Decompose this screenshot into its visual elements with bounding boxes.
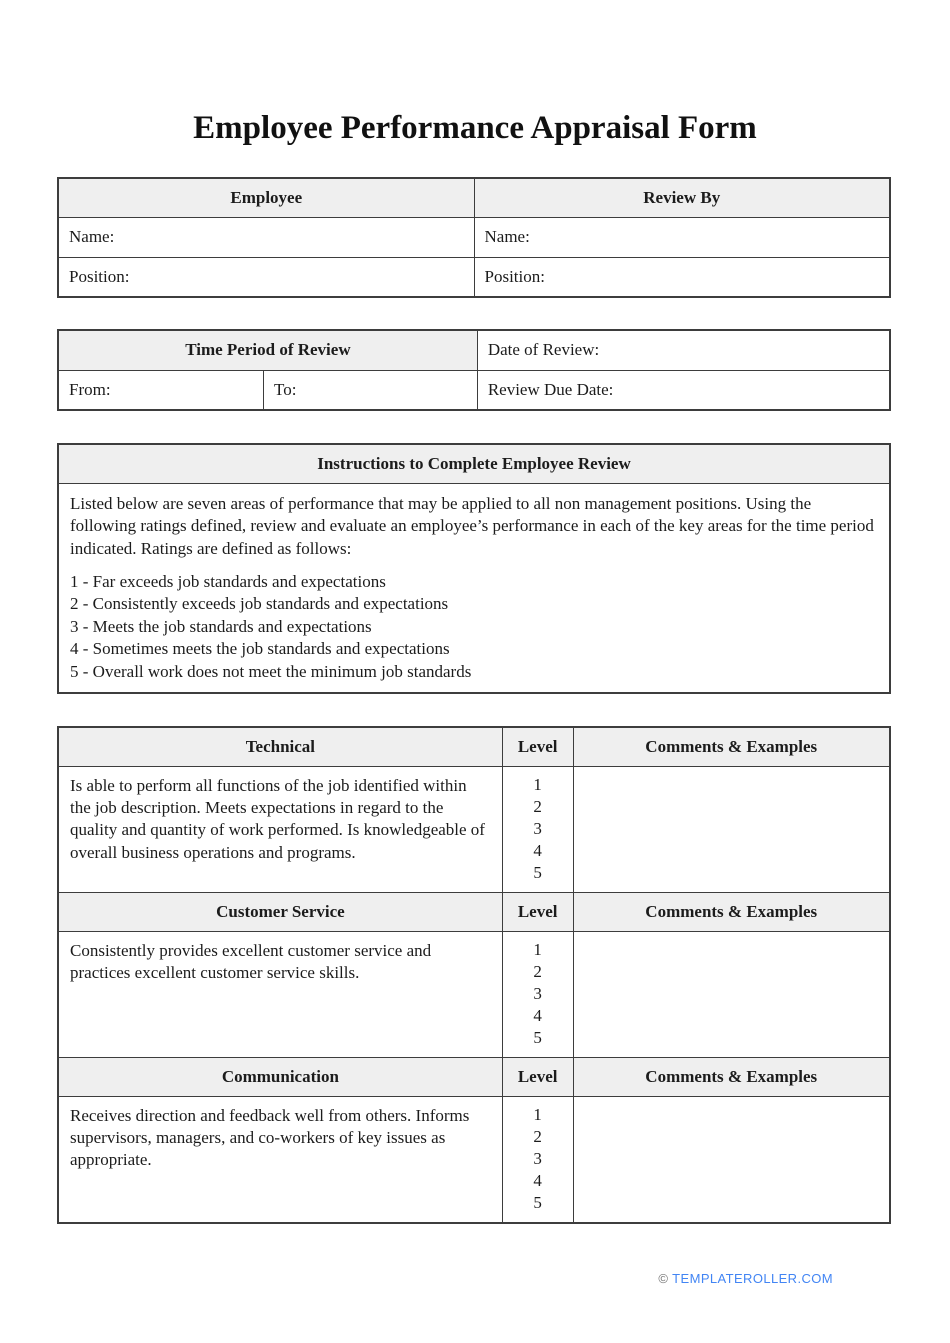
date-of-review-field: Date of Review: xyxy=(477,330,890,370)
instructions-paragraph: Listed below are seven areas of performance that may be applied to all non management positions. Using the following ratings defined, review and evaluate an employee’s performance in each of the key areas for the time period indicated. Ratings are defined as follows: xyxy=(70,493,874,558)
review-by-column-header: Review By xyxy=(474,178,890,217)
templateroller-link[interactable]: TEMPLATEROLLER.COM xyxy=(672,1270,833,1286)
communication-level-options xyxy=(502,1096,573,1223)
technical-comments-cell xyxy=(573,766,890,892)
level-column-header: Level xyxy=(502,727,573,766)
instructions-body xyxy=(58,483,890,693)
comments-column-header: Comments & Examples xyxy=(573,892,890,931)
table-row xyxy=(58,217,890,257)
level-option: 3 xyxy=(533,818,542,838)
level-option: 1 xyxy=(533,774,542,794)
rating-definition: 4 - Sometimes meets the job standards and expectations xyxy=(70,639,450,659)
comments-column-header: Comments & Examples xyxy=(573,727,890,766)
rating-definition: 1 - Far exceeds job standards and expectations xyxy=(70,572,386,591)
employee-reviewer-table xyxy=(57,177,891,298)
employee-name-field: Name: xyxy=(58,217,474,257)
level-option: 3 xyxy=(533,1148,542,1168)
instructions-table xyxy=(57,443,891,694)
table-row xyxy=(58,727,890,766)
table-row xyxy=(58,178,890,217)
level-option: 4 xyxy=(533,841,542,861)
communication-section-header: Communication xyxy=(58,1057,502,1096)
table-row xyxy=(58,444,890,483)
time-period-table xyxy=(57,329,891,411)
communication-description: Receives direction and feedback well from others. Informs supervisors, managers, and co-workers of key issues as appropriate. xyxy=(58,1096,502,1223)
customer-service-description: Consistently provides excellent customer service and practices excellent customer service skills. xyxy=(58,931,502,1057)
level-option: 2 xyxy=(533,796,542,816)
level-column-header: Level xyxy=(502,892,573,931)
level-option: 1 xyxy=(533,939,542,959)
table-row xyxy=(58,330,890,370)
level-option: 4 xyxy=(533,1006,542,1026)
level-option: 2 xyxy=(533,1126,542,1146)
technical-level-options xyxy=(502,766,573,892)
reviewer-name-field: Name: xyxy=(474,217,890,257)
level-column-header: Level xyxy=(502,1057,573,1096)
communication-comments-cell xyxy=(573,1096,890,1223)
level-option: 1 xyxy=(533,1104,542,1124)
table-row xyxy=(58,257,890,297)
page-footer xyxy=(0,1271,833,1286)
table-row xyxy=(58,1096,890,1223)
level-option: 5 xyxy=(533,1028,542,1048)
table-row xyxy=(58,483,890,693)
from-date-field: From: xyxy=(58,370,264,410)
rating-definition: 3 - Meets the job standards and expectations xyxy=(70,616,372,636)
table-row xyxy=(58,931,890,1057)
table-row xyxy=(58,370,890,410)
review-due-date-field: Review Due Date: xyxy=(477,370,890,410)
rating-definition: 2 - Consistently exceeds job standards and expectations xyxy=(70,594,449,614)
table-row xyxy=(58,1057,890,1096)
employee-position-field: Position: xyxy=(58,257,474,297)
time-period-header: Time Period of Review xyxy=(58,330,477,370)
technical-description: Is able to perform all functions of the job identified within the job description. Meets expectations in regard to the quality and quantity of work performed. Is knowledgeable of overall business operations and programs. xyxy=(58,766,502,892)
level-option: 4 xyxy=(533,1171,542,1191)
to-date-field: To: xyxy=(264,370,478,410)
ratings-list xyxy=(70,571,878,683)
page-title: Employee Performance Appraisal Form xyxy=(193,110,757,146)
level-option: 5 xyxy=(533,1193,542,1213)
customer-service-comments-cell xyxy=(573,931,890,1057)
reviewer-position-field: Position: xyxy=(474,257,890,297)
level-option: 2 xyxy=(533,961,542,981)
technical-section-header: Technical xyxy=(58,727,502,766)
level-option: 3 xyxy=(533,983,542,1003)
table-row xyxy=(58,892,890,931)
comments-column-header: Comments & Examples xyxy=(573,1057,890,1096)
instructions-header: Instructions to Complete Employee Review xyxy=(58,444,890,483)
customer-service-level-options xyxy=(502,931,573,1057)
table-row xyxy=(58,766,890,892)
level-option: 5 xyxy=(533,863,542,883)
copyright-symbol: © xyxy=(658,1270,669,1286)
rating-definition: 5 - Overall work does not meet the minimum job standards xyxy=(70,661,472,681)
employee-column-header: Employee xyxy=(58,178,474,217)
performance-areas-table xyxy=(57,726,891,1224)
customer-service-section-header: Customer Service xyxy=(58,892,502,931)
